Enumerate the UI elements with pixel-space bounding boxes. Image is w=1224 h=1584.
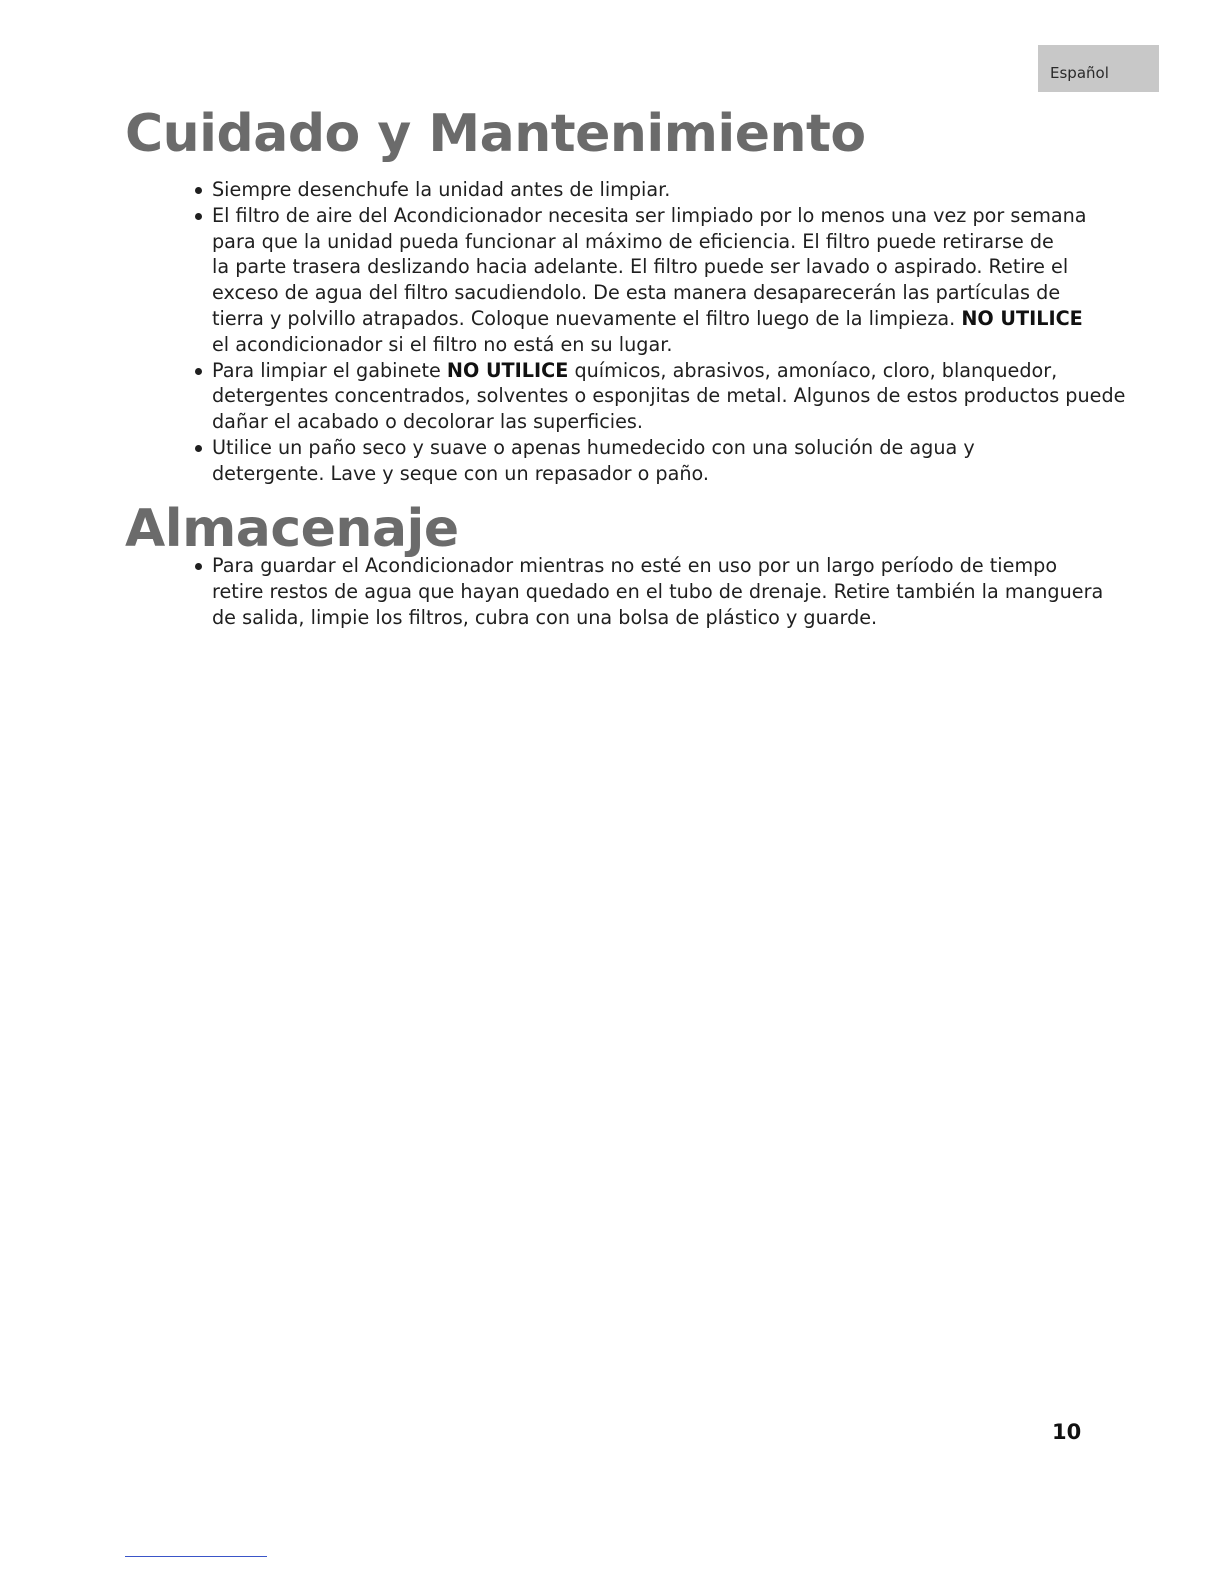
care-bullet-cabinet (190, 358, 1126, 435)
bullet-text: exceso de agua del filtro sacudiendolo. De esta manera desaparecerán las partículas de (212, 281, 1061, 305)
storage-bullet-list (190, 553, 1104, 630)
bullet-text: para que la unidad pueda funcionar al máximo de eficiencia. El filtro puede retirarse de (212, 229, 1054, 253)
storage-heading: Almacenaje (125, 499, 459, 559)
page-number: 10 (1052, 1420, 1082, 1444)
bullet-text: de salida, limpie los filtros, cubra con una bolsa de plástico y guarde. (212, 605, 878, 629)
bullet-text: dañar el acabado o decolorar las superficies. (212, 410, 643, 434)
bullet-text: Utilice un paño seco y suave o apenas humedecido con una solución de agua y (212, 435, 975, 459)
bullet-text-line (212, 306, 1090, 332)
care-maintenance-heading: Cuidado y Mantenimiento (125, 104, 866, 164)
bullet-text: retire restos de agua que hayan quedado en el tubo de drenaje. Retire también la manguera (212, 579, 1104, 603)
bullet-text: químicos, abrasivos, amoníaco, cloro, blanquedor, (574, 358, 1058, 382)
care-bullet-filter (190, 203, 1090, 358)
language-tab: Español (1038, 45, 1159, 92)
bullet-text: tierra y polvillo atrapados. Coloque nuevamente el filtro luego de la limpieza. (212, 306, 956, 330)
bullet-text: Siempre desenchufe la unidad antes de limpiar. (212, 178, 671, 201)
care-bullet-unplug (190, 177, 1090, 203)
bullet-text: detergente. Lave y seque con un repasador o paño. (212, 461, 710, 485)
bullet-text: El filtro de aire del Acondicionador necesita ser limpiado por lo menos una vez por semana (212, 203, 1087, 227)
care-bullet-cloth (190, 435, 1090, 487)
bullet-text: Para guardar el Acondicionador mientras no esté en uso por un largo período de tiempo (212, 554, 1058, 577)
bullet-text: la parte trasera deslizando hacia adelante. El filtro puede ser lavado o aspirado. Retire el (212, 255, 1069, 279)
bullet-text: Para limpiar el gabinete (212, 358, 441, 382)
storage-bullet (190, 553, 1104, 630)
warning-emphasis: NO UTILICE (961, 306, 1083, 330)
care-bullet-list (190, 177, 1126, 487)
footer-rule (125, 1556, 267, 1557)
bullet-text: el acondicionador si el filtro no está en su lugar. (212, 332, 673, 356)
bullet-text: detergentes concentrados, solventes o esponjitas de metal. Algunos de estos productos puede (212, 384, 1126, 408)
bullet-text-line (212, 358, 1090, 384)
warning-emphasis: NO UTILICE (446, 358, 569, 382)
